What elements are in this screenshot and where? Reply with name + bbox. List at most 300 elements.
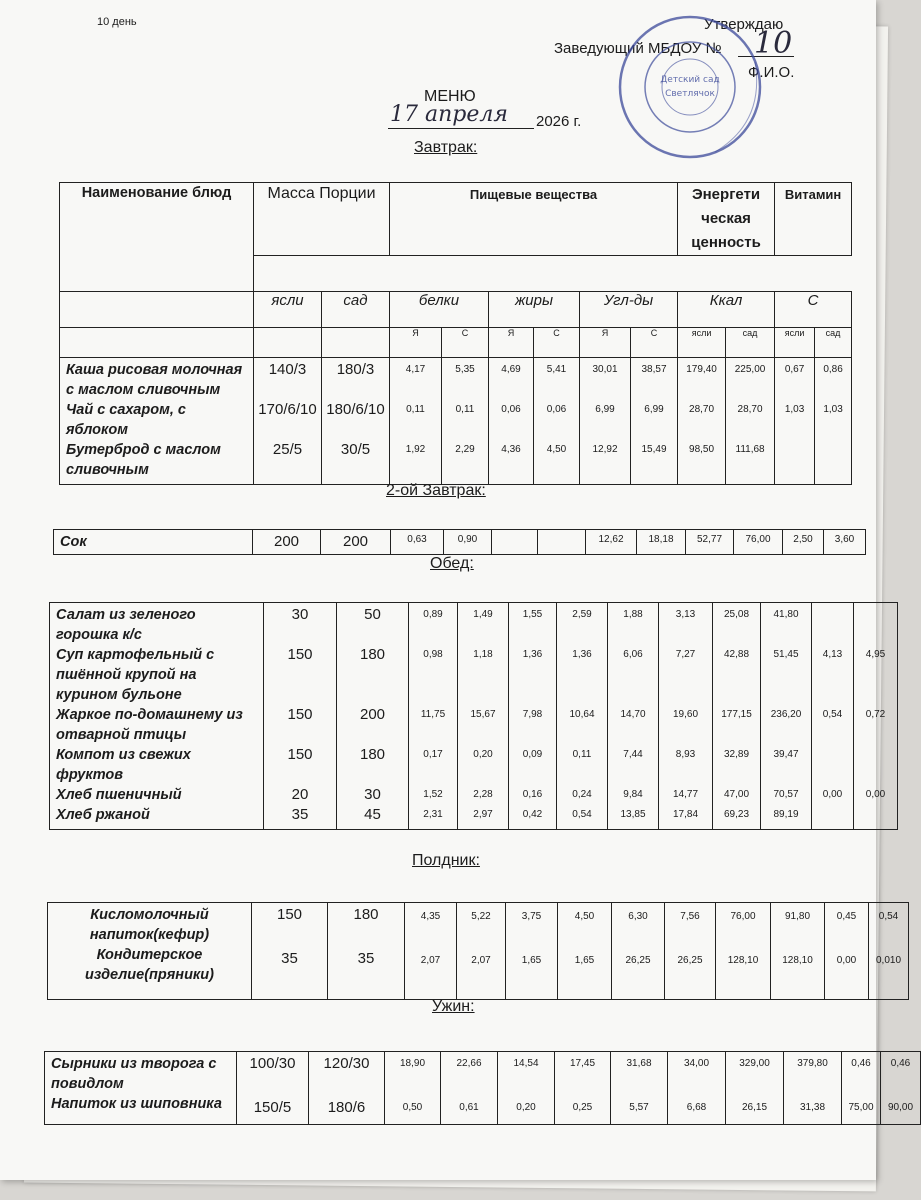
nutrient-value: 31,68 bbox=[626, 1058, 652, 1069]
nutrient-value: 0,89 bbox=[423, 609, 443, 620]
sub-sad: сад bbox=[726, 328, 775, 358]
section-dinner: Ужин: bbox=[432, 998, 475, 1015]
nutrient-value: 15,67 bbox=[470, 709, 496, 720]
nutrient-value-cell bbox=[442, 358, 489, 485]
mass-garden: 200 bbox=[359, 706, 386, 723]
mass-garden: 30/5 bbox=[340, 441, 371, 458]
mass-garden: 200 bbox=[342, 533, 369, 550]
header-row-3 bbox=[60, 292, 852, 328]
nutrient-value-cell bbox=[444, 530, 492, 555]
nutrient-value: 7,98 bbox=[522, 709, 543, 720]
dish-name: Салат из зеленого горошка к/с bbox=[56, 607, 196, 643]
nutrient-value: 3,75 bbox=[521, 911, 542, 922]
nutrient-value: 6,68 bbox=[686, 1102, 707, 1113]
nutrient-value: 91,80 bbox=[784, 911, 811, 922]
mass-garden: 35 bbox=[357, 950, 375, 967]
nutrient-value: 9,84 bbox=[623, 789, 643, 800]
menu-year: 2026 г. bbox=[536, 113, 582, 130]
nutrient-value: 19,60 bbox=[672, 709, 699, 720]
dish-name-cell bbox=[48, 903, 252, 1000]
food-row bbox=[48, 903, 909, 1000]
nutrient-value-cell bbox=[784, 1052, 842, 1125]
nutrient-value: 6,30 bbox=[628, 911, 648, 922]
header-nursery: ясли bbox=[254, 292, 322, 328]
nutrient-value-cell bbox=[686, 530, 734, 555]
nutrient-value: 11,75 bbox=[420, 709, 446, 720]
nutrient-value: 26,25 bbox=[625, 955, 651, 966]
nutrient-value: 0,20 bbox=[516, 1102, 536, 1113]
nutrient-value: 90,00 bbox=[887, 1102, 914, 1113]
nutrient-value: 5,22 bbox=[471, 911, 491, 922]
food-row bbox=[60, 358, 852, 485]
mass-nursery: 150 bbox=[287, 646, 313, 663]
nutrient-value-cell bbox=[611, 1052, 668, 1125]
nutrient-value bbox=[854, 809, 897, 829]
nutrient-value bbox=[538, 534, 585, 552]
approval-line2: Заведующий МБДОУ № bbox=[554, 40, 722, 57]
nutrient-value: 76,00 bbox=[730, 911, 756, 922]
mass-nursery: 20 bbox=[291, 786, 309, 803]
nutrient-value: 14,70 bbox=[620, 709, 646, 720]
mass-nursery-cell bbox=[254, 358, 322, 485]
nutrient-value: 7,27 bbox=[675, 649, 696, 660]
dish-name: Хлеб пшеничный bbox=[56, 787, 182, 803]
snack-table bbox=[47, 902, 909, 1000]
nutrient-value: 1,92 bbox=[405, 444, 426, 455]
nutrient-value: 26,25 bbox=[677, 955, 703, 966]
nutrient-value: 6,99 bbox=[644, 404, 664, 415]
mass-nursery: 150 bbox=[287, 746, 313, 763]
nutrient-value-cell bbox=[457, 903, 506, 1000]
dish-name: Напиток из шиповника bbox=[51, 1096, 222, 1112]
nutrient-value: 0,010 bbox=[875, 955, 902, 966]
nutrient-value-cell bbox=[812, 603, 854, 830]
nutrient-value-cell bbox=[390, 358, 442, 485]
nutrient-value: 28,70 bbox=[737, 404, 763, 415]
nutrient-value: 2,29 bbox=[455, 444, 475, 455]
nutrient-value-cell bbox=[842, 1052, 881, 1125]
dish-name: Компот из свежих фруктов bbox=[56, 747, 191, 783]
dish-name: Сок bbox=[60, 534, 87, 550]
nutrient-value-cell bbox=[726, 1052, 784, 1125]
nutrient-value: 1,49 bbox=[473, 609, 493, 620]
nutrient-value: 2,07 bbox=[471, 955, 491, 966]
section-snack: Полдник: bbox=[412, 852, 480, 869]
dish-name: Сырники из творога с повидлом bbox=[51, 1056, 217, 1092]
nutrient-value: 1,65 bbox=[574, 955, 595, 966]
nutrient-value: 0,45 bbox=[836, 911, 857, 922]
nutrient-value: 236,20 bbox=[770, 709, 802, 720]
mass-garden: 180/3 bbox=[336, 361, 375, 378]
nutrient-value: 8,93 bbox=[675, 749, 696, 760]
nutrient-value-cell bbox=[659, 603, 713, 830]
header-portion-mass: Масса Порции bbox=[254, 183, 390, 256]
nutrient-value-cell bbox=[869, 903, 909, 1000]
dish-name-cell bbox=[50, 603, 264, 830]
nutrient-value-cell bbox=[637, 530, 686, 555]
nutrient-value: 4,35 bbox=[420, 911, 441, 922]
mass-nursery-cell bbox=[253, 530, 321, 555]
nutrient-value: 70,57 bbox=[773, 789, 799, 800]
nutrient-value: 1,03 bbox=[784, 404, 805, 415]
nutrient-value: 14,77 bbox=[672, 789, 699, 800]
nutrient-value: 28,70 bbox=[689, 404, 715, 415]
dish-name: Чай с сахаром, с яблоком bbox=[66, 402, 186, 438]
dish-name: Кисломолочный напиток(кефир) bbox=[89, 907, 210, 943]
mass-nursery: 170/6/10 bbox=[258, 401, 317, 418]
nutrient-value: 3,60 bbox=[834, 534, 855, 545]
nutrient-value: 0,61 bbox=[459, 1102, 479, 1113]
nutrient-value: 2,97 bbox=[473, 809, 493, 820]
nutrient-value-cell bbox=[668, 1052, 726, 1125]
nutrient-value-cell bbox=[783, 530, 824, 555]
header-dish-name: Наименование блюд bbox=[60, 183, 254, 292]
sub-sad: сад bbox=[815, 328, 852, 358]
nutrient-value: 0,11 bbox=[406, 404, 425, 415]
nutrient-value: 0,54 bbox=[572, 809, 592, 820]
mass-garden: 120/30 bbox=[323, 1055, 370, 1072]
kindergarten-number: 10 bbox=[754, 26, 793, 61]
nutrient-value: 0,54 bbox=[878, 911, 899, 922]
mass-nursery: 140/3 bbox=[268, 361, 307, 378]
nutrient-value bbox=[854, 609, 897, 649]
mass-nursery: 150 bbox=[276, 906, 303, 923]
nutrient-value-cell bbox=[555, 1052, 611, 1125]
nutrient-value-cell bbox=[391, 530, 444, 555]
nutrient-value: 4,36 bbox=[501, 444, 521, 455]
section-breakfast: Завтрак: bbox=[414, 139, 478, 156]
nutrient-value: 32,89 bbox=[723, 749, 750, 760]
mass-nursery: 200 bbox=[273, 533, 300, 550]
nutrient-value: 0,11 bbox=[455, 404, 475, 415]
header-kcal: Ккал bbox=[678, 292, 775, 328]
nutrient-value: 75,00 bbox=[848, 1102, 874, 1113]
mass-nursery: 150/5 bbox=[253, 1099, 292, 1116]
nutrient-value-cell bbox=[586, 530, 637, 555]
nutrient-value: 5,57 bbox=[629, 1102, 649, 1113]
dish-name: Бутерброд с маслом сливочным bbox=[66, 442, 221, 478]
dish-name: Хлеб ржаной bbox=[56, 807, 150, 823]
nutrient-value-cell bbox=[409, 603, 458, 830]
menu-title: МЕНЮ bbox=[424, 88, 476, 105]
nutrient-value: 1,52 bbox=[423, 789, 443, 800]
nutrient-value-cell bbox=[761, 603, 812, 830]
nutrient-value: 0,50 bbox=[402, 1102, 423, 1113]
dish-name-cell bbox=[54, 530, 253, 555]
mass-garden: 45 bbox=[364, 806, 381, 823]
nutrient-value-cell bbox=[713, 603, 761, 830]
nutrient-value: 38,57 bbox=[641, 364, 667, 375]
nutrient-value-cell bbox=[631, 358, 678, 485]
dinner-rows bbox=[45, 1052, 921, 1125]
sub-s: С bbox=[534, 328, 580, 358]
nutrient-value: 98,50 bbox=[689, 444, 715, 455]
nutrient-value bbox=[854, 749, 897, 789]
sub-ya: Я bbox=[390, 328, 442, 358]
nutrient-value: 2,31 bbox=[423, 809, 443, 820]
nutrient-value: 0,00 bbox=[836, 955, 857, 966]
breakfast-rows bbox=[60, 358, 852, 485]
nutrient-value-cell bbox=[557, 603, 608, 830]
nutrient-value: 0,63 bbox=[407, 534, 427, 545]
sub-ya: Я bbox=[580, 328, 631, 358]
nutrient-value-cell bbox=[678, 358, 726, 485]
food-row bbox=[45, 1052, 921, 1125]
sub-s: С bbox=[442, 328, 489, 358]
breakfast2-rows bbox=[54, 530, 866, 555]
mass-nursery-cell bbox=[264, 603, 337, 830]
nutrient-value: 4,50 bbox=[546, 444, 567, 455]
nutrient-value: 0,67 bbox=[784, 364, 805, 375]
nutrient-value: 52,77 bbox=[696, 534, 723, 545]
nutrient-value: 1,55 bbox=[522, 609, 543, 620]
section-lunch: Обед: bbox=[430, 555, 474, 572]
nutrient-value: 7,44 bbox=[623, 749, 643, 760]
mass-nursery: 35 bbox=[281, 950, 298, 967]
mass-garden-cell bbox=[322, 358, 390, 485]
nutrient-value: 4,17 bbox=[405, 364, 426, 375]
dish-name: Каша рисовая молочная с маслом сливочным bbox=[66, 362, 243, 398]
nutrient-value-cell bbox=[881, 1052, 921, 1125]
food-row bbox=[54, 530, 866, 555]
nutrient-value-cell bbox=[734, 530, 783, 555]
header-energy: Энергети ческая ценность bbox=[678, 183, 775, 256]
nutrient-value: 225,00 bbox=[734, 364, 766, 375]
nutrient-value-cell bbox=[726, 358, 775, 485]
nutrient-value: 0,00 bbox=[822, 789, 843, 800]
mass-garden-cell bbox=[309, 1052, 385, 1125]
nutrient-value-cell bbox=[580, 358, 631, 485]
nutrient-value: 2,50 bbox=[793, 534, 813, 545]
mass-garden-cell bbox=[337, 603, 409, 830]
breakfast2-table bbox=[53, 529, 866, 555]
approval-line1: Утверждаю bbox=[704, 16, 784, 33]
mass-garden: 180/6 bbox=[327, 1099, 366, 1116]
sub-s: С bbox=[631, 328, 678, 358]
nutrient-value: 128,10 bbox=[782, 955, 813, 966]
nutrient-value-cell bbox=[458, 603, 509, 830]
header-row-4 bbox=[60, 328, 852, 358]
nutrient-value: 2,59 bbox=[572, 609, 592, 620]
mass-garden: 30 bbox=[364, 786, 381, 803]
nutrient-value: 18,90 bbox=[399, 1058, 426, 1069]
nutrient-value: 0,11 bbox=[572, 749, 592, 760]
nutrient-value: 111,68 bbox=[735, 444, 765, 455]
mass-nursery: 25/5 bbox=[272, 441, 303, 458]
header-row-1 bbox=[60, 183, 852, 256]
nutrient-value: 51,45 bbox=[773, 649, 799, 660]
header-vit-c: С bbox=[775, 292, 852, 328]
nutrient-value: 0,46 bbox=[851, 1058, 871, 1069]
nutrient-value: 177,15 bbox=[721, 709, 752, 720]
header-fats: жиры bbox=[489, 292, 580, 328]
dish-name: Жаркое по-домашнему из отварной птицы bbox=[56, 707, 243, 743]
nutrient-value: 41,80 bbox=[773, 609, 799, 620]
dish-name-cell bbox=[60, 358, 254, 485]
nutrient-value: 25,08 bbox=[723, 609, 750, 620]
nutrient-value: 1,36 bbox=[572, 649, 592, 660]
nutrient-value-cell bbox=[498, 1052, 555, 1125]
nutrient-value: 0,24 bbox=[572, 789, 592, 800]
nutrient-value: 1,18 bbox=[473, 649, 493, 660]
dish-name: Кондитерское изделие(пряники) bbox=[85, 947, 214, 983]
sub-yasli: ясли bbox=[775, 328, 815, 358]
mass-garden-cell bbox=[321, 530, 391, 555]
nutrient-value: 0,42 bbox=[522, 809, 543, 820]
official-stamp bbox=[615, 12, 765, 162]
nutrient-value-cell bbox=[558, 903, 612, 1000]
nutrient-value: 5,35 bbox=[455, 364, 475, 375]
nutrient-value: 39,47 bbox=[773, 749, 799, 760]
nutrient-value: 76,00 bbox=[745, 534, 771, 545]
nutrient-value: 1,65 bbox=[521, 955, 542, 966]
lunch-rows bbox=[50, 603, 898, 830]
nutrient-value-cell bbox=[405, 903, 457, 1000]
nutrient-value: 4,69 bbox=[501, 364, 521, 375]
nutrient-value: 0,72 bbox=[865, 709, 886, 720]
nutrient-value-cell bbox=[716, 903, 771, 1000]
dish-name: Суп картофельный с пшённой крупой на куринoм бульоне bbox=[56, 647, 215, 703]
nutrient-value: 0,90 bbox=[457, 534, 478, 545]
sub-ya: Я bbox=[489, 328, 534, 358]
svg-text:Детский сад: Детский сад bbox=[660, 75, 720, 85]
nutrient-value: 30,01 bbox=[592, 364, 618, 375]
nutrient-value-cell bbox=[771, 903, 825, 1000]
nutrient-value: 0,09 bbox=[522, 749, 543, 760]
nutrient-value: 12,92 bbox=[592, 444, 618, 455]
menu-date: 17 апреля bbox=[390, 102, 508, 127]
mass-garden: 180 bbox=[359, 746, 386, 763]
nutrient-value bbox=[812, 749, 853, 789]
mass-garden: 180 bbox=[359, 646, 386, 663]
nutrient-value: 0,46 bbox=[890, 1058, 911, 1069]
nutrient-value bbox=[492, 534, 537, 552]
nutrient-value: 7,56 bbox=[680, 911, 700, 922]
nutrient-value: 18,18 bbox=[648, 534, 674, 545]
header-nutrients: Пищевые вещества bbox=[390, 183, 678, 256]
nutrient-value: 4,50 bbox=[574, 911, 595, 922]
mass-nursery: 100/30 bbox=[249, 1055, 296, 1072]
nutrient-value: 10,64 bbox=[569, 709, 595, 720]
nutrient-value: 47,00 bbox=[723, 789, 750, 800]
nutrient-value-cell bbox=[665, 903, 716, 1000]
nutrient-value: 5,41 bbox=[546, 364, 567, 375]
nutrient-value: 17,84 bbox=[672, 809, 699, 820]
nutrient-value: 14,54 bbox=[513, 1058, 539, 1069]
nutrient-value: 12,62 bbox=[598, 534, 624, 545]
nutrient-value: 89,19 bbox=[773, 809, 799, 820]
nutrient-value bbox=[815, 444, 851, 484]
snack-rows bbox=[48, 903, 909, 1000]
nutrient-value: 379,80 bbox=[797, 1058, 828, 1069]
nutrient-value: 2,07 bbox=[420, 955, 441, 966]
nutrient-value-cell bbox=[775, 358, 815, 485]
nutrient-value: 1,36 bbox=[522, 649, 543, 660]
header-carbs: Угл-ды bbox=[580, 292, 678, 328]
nutrient-value: 0,06 bbox=[501, 404, 521, 415]
nutrient-value: 0,06 bbox=[546, 404, 567, 415]
nutrient-value-cell bbox=[489, 358, 534, 485]
nutrient-value: 17,45 bbox=[569, 1058, 596, 1069]
nutrient-value: 0,17 bbox=[423, 749, 443, 760]
dish-name-cell bbox=[45, 1052, 237, 1125]
nutrient-value: 4,13 bbox=[822, 649, 843, 660]
header-proteins: белки bbox=[390, 292, 489, 328]
dinner-table bbox=[44, 1051, 921, 1125]
nutrient-value-cell bbox=[509, 603, 557, 830]
nutrient-value-cell bbox=[506, 903, 558, 1000]
nutrient-value: 0,00 bbox=[865, 789, 886, 800]
mass-nursery-cell bbox=[237, 1052, 309, 1125]
nutrient-value: 1,03 bbox=[823, 404, 843, 415]
nutrient-value: 22,66 bbox=[456, 1058, 482, 1069]
nutrient-value: 0,54 bbox=[822, 709, 843, 720]
nutrient-value-cell bbox=[815, 358, 852, 485]
nutrient-value: 69,23 bbox=[723, 809, 750, 820]
breakfast-table bbox=[59, 182, 852, 485]
mass-garden-cell bbox=[328, 903, 405, 1000]
mass-nursery: 30 bbox=[291, 606, 309, 623]
nutrient-value: 0,98 bbox=[423, 649, 443, 660]
svg-text:Светлячок: Светлячок bbox=[665, 89, 715, 99]
lunch-table bbox=[49, 602, 898, 830]
sub-yasli: ясли bbox=[678, 328, 726, 358]
page-label: 10 день bbox=[97, 16, 137, 28]
nutrient-value: 329,00 bbox=[739, 1058, 770, 1069]
mass-garden: 180/6/10 bbox=[326, 401, 385, 418]
nutrient-value-cell bbox=[608, 603, 659, 830]
nutrient-value: 6,06 bbox=[623, 649, 643, 660]
section-breakfast2: 2-ой Завтрак: bbox=[386, 482, 486, 499]
date-underline bbox=[388, 128, 534, 129]
nutrient-value: 179,40 bbox=[686, 364, 717, 375]
food-row bbox=[50, 603, 898, 830]
nutrient-value: 0,86 bbox=[823, 364, 843, 375]
nutrient-value: 0,20 bbox=[473, 749, 493, 760]
nutrient-value bbox=[775, 444, 814, 484]
nutrient-value: 15,49 bbox=[641, 444, 667, 455]
nutrient-value: 0,25 bbox=[572, 1102, 593, 1113]
nutrient-value-cell bbox=[825, 903, 869, 1000]
nutrient-value-cell bbox=[492, 530, 538, 555]
mass-nursery-cell bbox=[252, 903, 328, 1000]
nutrient-value: 13,85 bbox=[620, 809, 646, 820]
nutrient-value-cell bbox=[824, 530, 866, 555]
mass-garden: 50 bbox=[364, 606, 381, 623]
nutrient-value: 4,95 bbox=[865, 649, 886, 660]
nutrient-value: 31,38 bbox=[799, 1102, 826, 1113]
header-vitamin: Витамин bbox=[775, 183, 852, 256]
nutrient-value: 0,16 bbox=[522, 789, 543, 800]
nutrient-value: 2,28 bbox=[473, 789, 493, 800]
nutrient-value: 1,88 bbox=[623, 609, 643, 620]
nutrient-value: 128,10 bbox=[727, 955, 759, 966]
nutrient-value: 42,88 bbox=[723, 649, 750, 660]
nutrient-value: 3,13 bbox=[675, 609, 696, 620]
nutrient-value bbox=[812, 809, 853, 829]
nutrient-value-cell bbox=[854, 603, 898, 830]
nutrient-value-cell bbox=[385, 1052, 441, 1125]
mass-garden: 180 bbox=[353, 906, 379, 923]
mass-nursery: 35 bbox=[291, 806, 309, 823]
nutrient-value-cell bbox=[612, 903, 665, 1000]
nutrient-value-cell bbox=[538, 530, 586, 555]
nutrient-value: 6,99 bbox=[595, 404, 615, 415]
nutrient-value: 26,15 bbox=[741, 1102, 768, 1113]
nutrient-value-cell bbox=[534, 358, 580, 485]
approval-fio: Ф.И.О. bbox=[748, 64, 795, 81]
nutrient-value bbox=[812, 609, 853, 649]
